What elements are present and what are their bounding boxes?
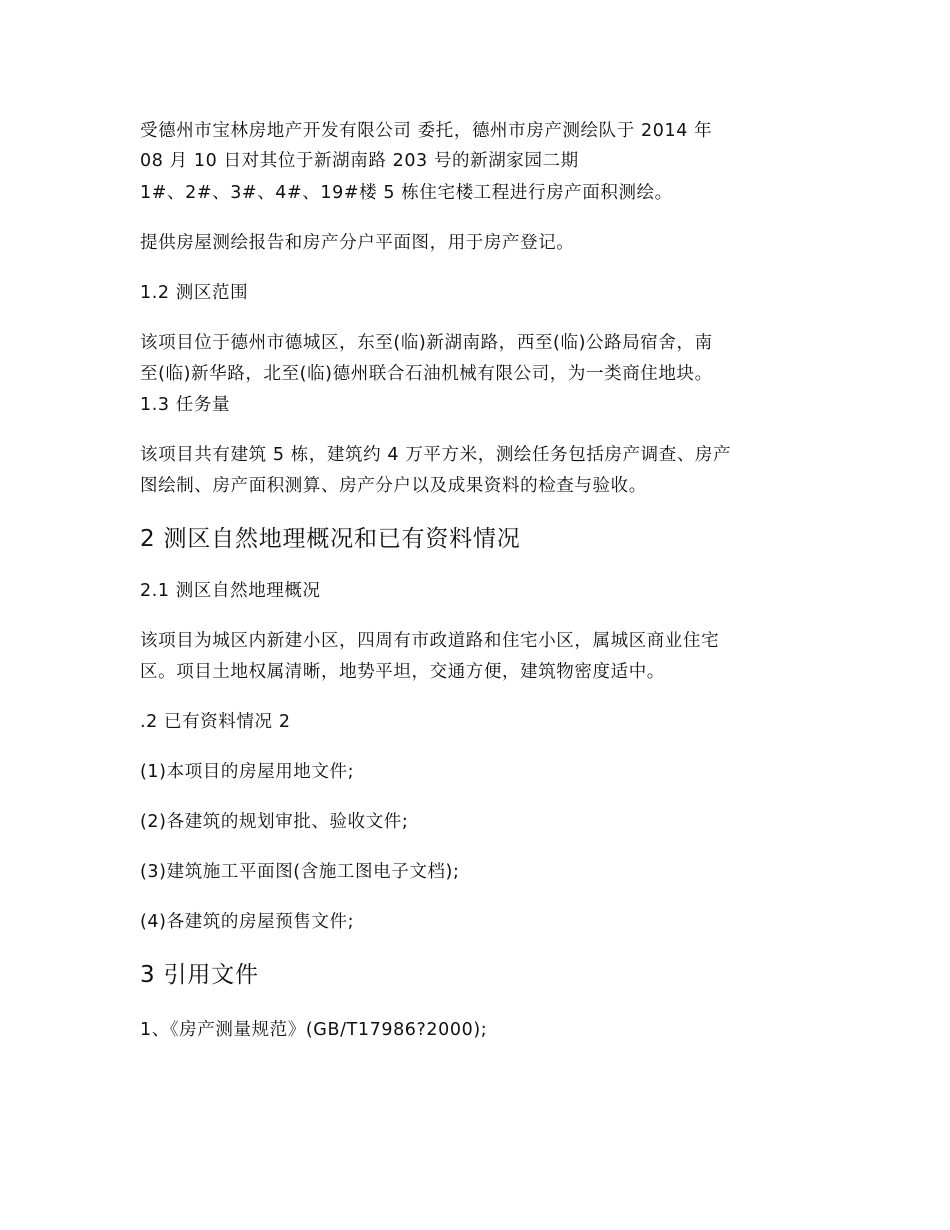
list-item: (4)各建筑的房屋预售文件; bbox=[140, 912, 355, 932]
section-1-2-body-line-1: 该项目位于德州市德城区，东至(临)新湖南路，西至(临)公路局宿舍，南 bbox=[140, 333, 713, 353]
section-3-heading: 3 引用文件 bbox=[140, 962, 259, 988]
section-2-1-body-line-2: 区。项目土地权属清晰，地势平坦，交通方便，建筑物密度适中。 bbox=[140, 662, 665, 682]
section-1-3-title: 1.3 任务量 bbox=[140, 395, 231, 415]
section-2-heading: 2 测区自然地理概况和已有资料情况 bbox=[140, 526, 521, 552]
section-1-3-body-line-2: 图绘制、房产面积测算、房产分户以及成果资料的检查与验收。 bbox=[140, 476, 647, 496]
reference-item: 1、《房产测量规范》(GB/T17986?2000); bbox=[140, 1020, 488, 1040]
intro-line-2: 08 月 10 日对其位于新湖南路 203 号的新湖家园二期 bbox=[140, 151, 579, 171]
section-2-2-title: .2 已有资料情况 2 bbox=[140, 712, 291, 732]
list-item: (2)各建筑的规划审批、验收文件; bbox=[140, 812, 409, 832]
section-2-1-title: 2.1 测区自然地理概况 bbox=[140, 581, 321, 601]
purpose-paragraph: 提供房屋测绘报告和房产分户平面图，用于房产登记。 bbox=[140, 233, 575, 253]
section-1-3-body-line-1: 该项目共有建筑 5 栋，建筑约 4 万平方米，测绘任务包括房产调查、房产 bbox=[140, 445, 732, 465]
section-1-2-body-line-2: 至(临)新华路，北至(临)德州联合石油机械有限公司，为一类商住地块。 bbox=[140, 364, 713, 384]
section-1-2-title: 1.2 测区范围 bbox=[140, 283, 249, 303]
section-2-1-body-line-1: 该项目为城区内新建小区，四周有市政道路和住宅小区，属城区商业住宅 bbox=[140, 631, 720, 651]
intro-line-3: 1#、2#、3#、4#、19#楼 5 栋住宅楼工程进行房产面积测绘。 bbox=[140, 183, 673, 203]
list-item: (3)建筑施工平面图(含施工图电子文档); bbox=[140, 862, 460, 882]
list-item: (1)本项目的房屋用地文件; bbox=[140, 762, 355, 782]
intro-line-1: 受德州市宝林房地产开发有限公司 委托，德州市房产测绘队于 2014 年 bbox=[140, 121, 713, 141]
